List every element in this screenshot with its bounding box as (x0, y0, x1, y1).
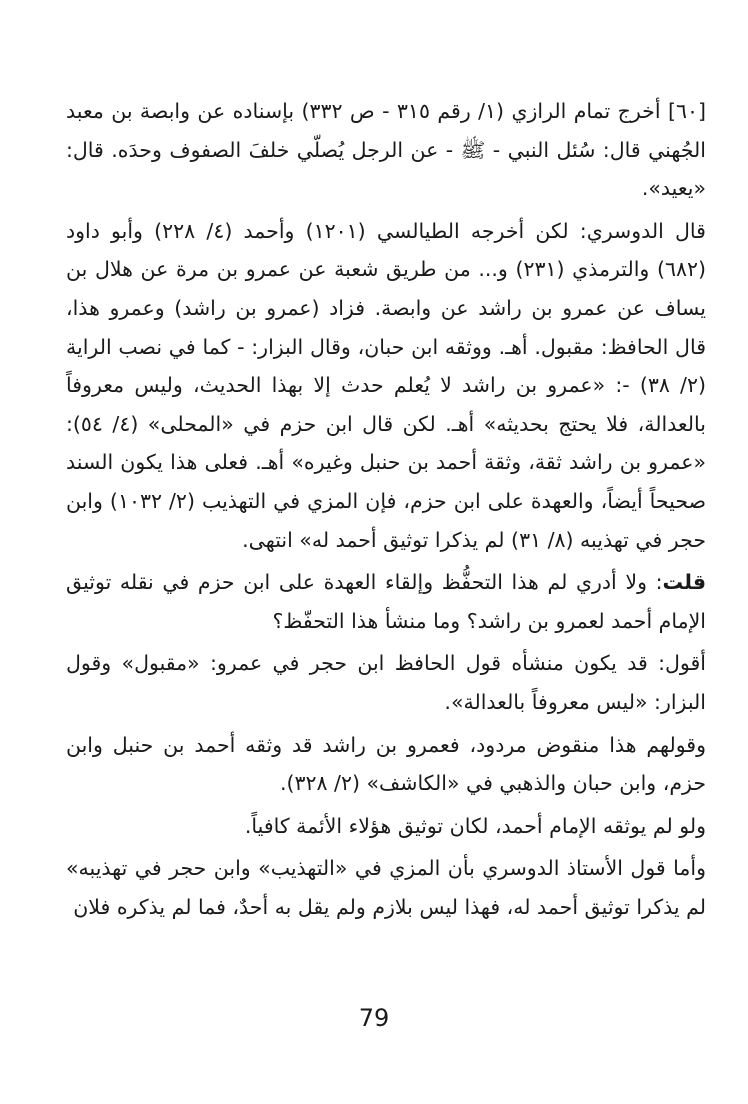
paragraph-mizzi-note: وأما قول الأستاذ الدوسري بأن المزي في «التهذيب» وابن حجر في تهذيبه» لم يذكرا توثيق أحمد له، فهذا ليس بلازم ولم يقل به أحدٌ، فما لم يذكره فلان (66, 856, 706, 919)
paragraph-hadith-60: [٦٠] أخرج تمام الرازي (١/ رقم ٣١٥ - ص ٣٣٢) بإسناده عن وابصة بن معبد الجُهني قال: سُئل النبي - ﷺ - عن الرجل يُصلّي خلفَ الصفوف وحدَه. قال: «يعيد». (66, 99, 706, 201)
paragraph-aqul: أقول: قد يكون منشأه قول الحافظ ابن حجر في عمرو: «مقبول» وقول البزار: «ليس معروفاً بالعدالة». (66, 651, 706, 714)
paragraph-dawsari-quote: قال الدوسري: لكن أخرجه الطيالسي (١٢٠١) وأحمد (٤/ ٢٢٨) وأبو داود (٦٨٢) والترمذي (٢٣١) و... من طريق شعبة عن عمرو بن مرة عن هلال بن يساف عن عمرو بن راشد عن وابصة. فزاد (عمرو بن راشد) وعمرو هذا، قال الحافظ: مقبول. أهـ. ووثقه ابن حبان، وقال البزار: - كما في نصب الراية (٢/ ٣٨) -: «عمرو بن راشد لا يُعلم حدث إلا بهذا الحديث، وليس معروفاً بالعدالة، فلا يحتج بحديثه» أهـ. لكن قال ابن حزم في «المحلى» (٤/ ٥٤): «عمرو بن راشد ثقة، وثقة أحمد بن حنبل وغيره» أهـ. فعلى هذا يكون السند صحيحاً أيضاً، والعهدة على ابن حزم، فإن المزي في التهذيب (٢/ ١٠٣٢) وابن حجر في تهذيبه (٨/ ٣١) لم يذكرا توثيق أحمد له» انتهى. (66, 218, 706, 552)
qult-label: قلت (662, 570, 706, 595)
paragraph-sufficiency: ولو لم يوثقه الإمام أحمد، لكان توثيق هؤلاء الأئمة كافياً. (244, 813, 706, 838)
qult-text: : ولا أدري لم هذا التحفُّظ وإلقاء العهدة على ابن حزم في نقله توثيق الإمام أحمد لعمرو بن راشد؟ وما منشأ هذا التحفّظ؟ (66, 570, 706, 633)
page-body (66, 92, 706, 926)
paragraph-qult (66, 563, 706, 640)
paragraph-rebuttal: وقولهم هذا منقوض مردود، فعمرو بن راشد قد وثقه أحمد بن حنبل وابن حزم، وابن حبان والذهبي في «الكاشف» (٢/ ٣٢٨). (66, 732, 706, 796)
page-number: 79 (358, 1004, 390, 1032)
